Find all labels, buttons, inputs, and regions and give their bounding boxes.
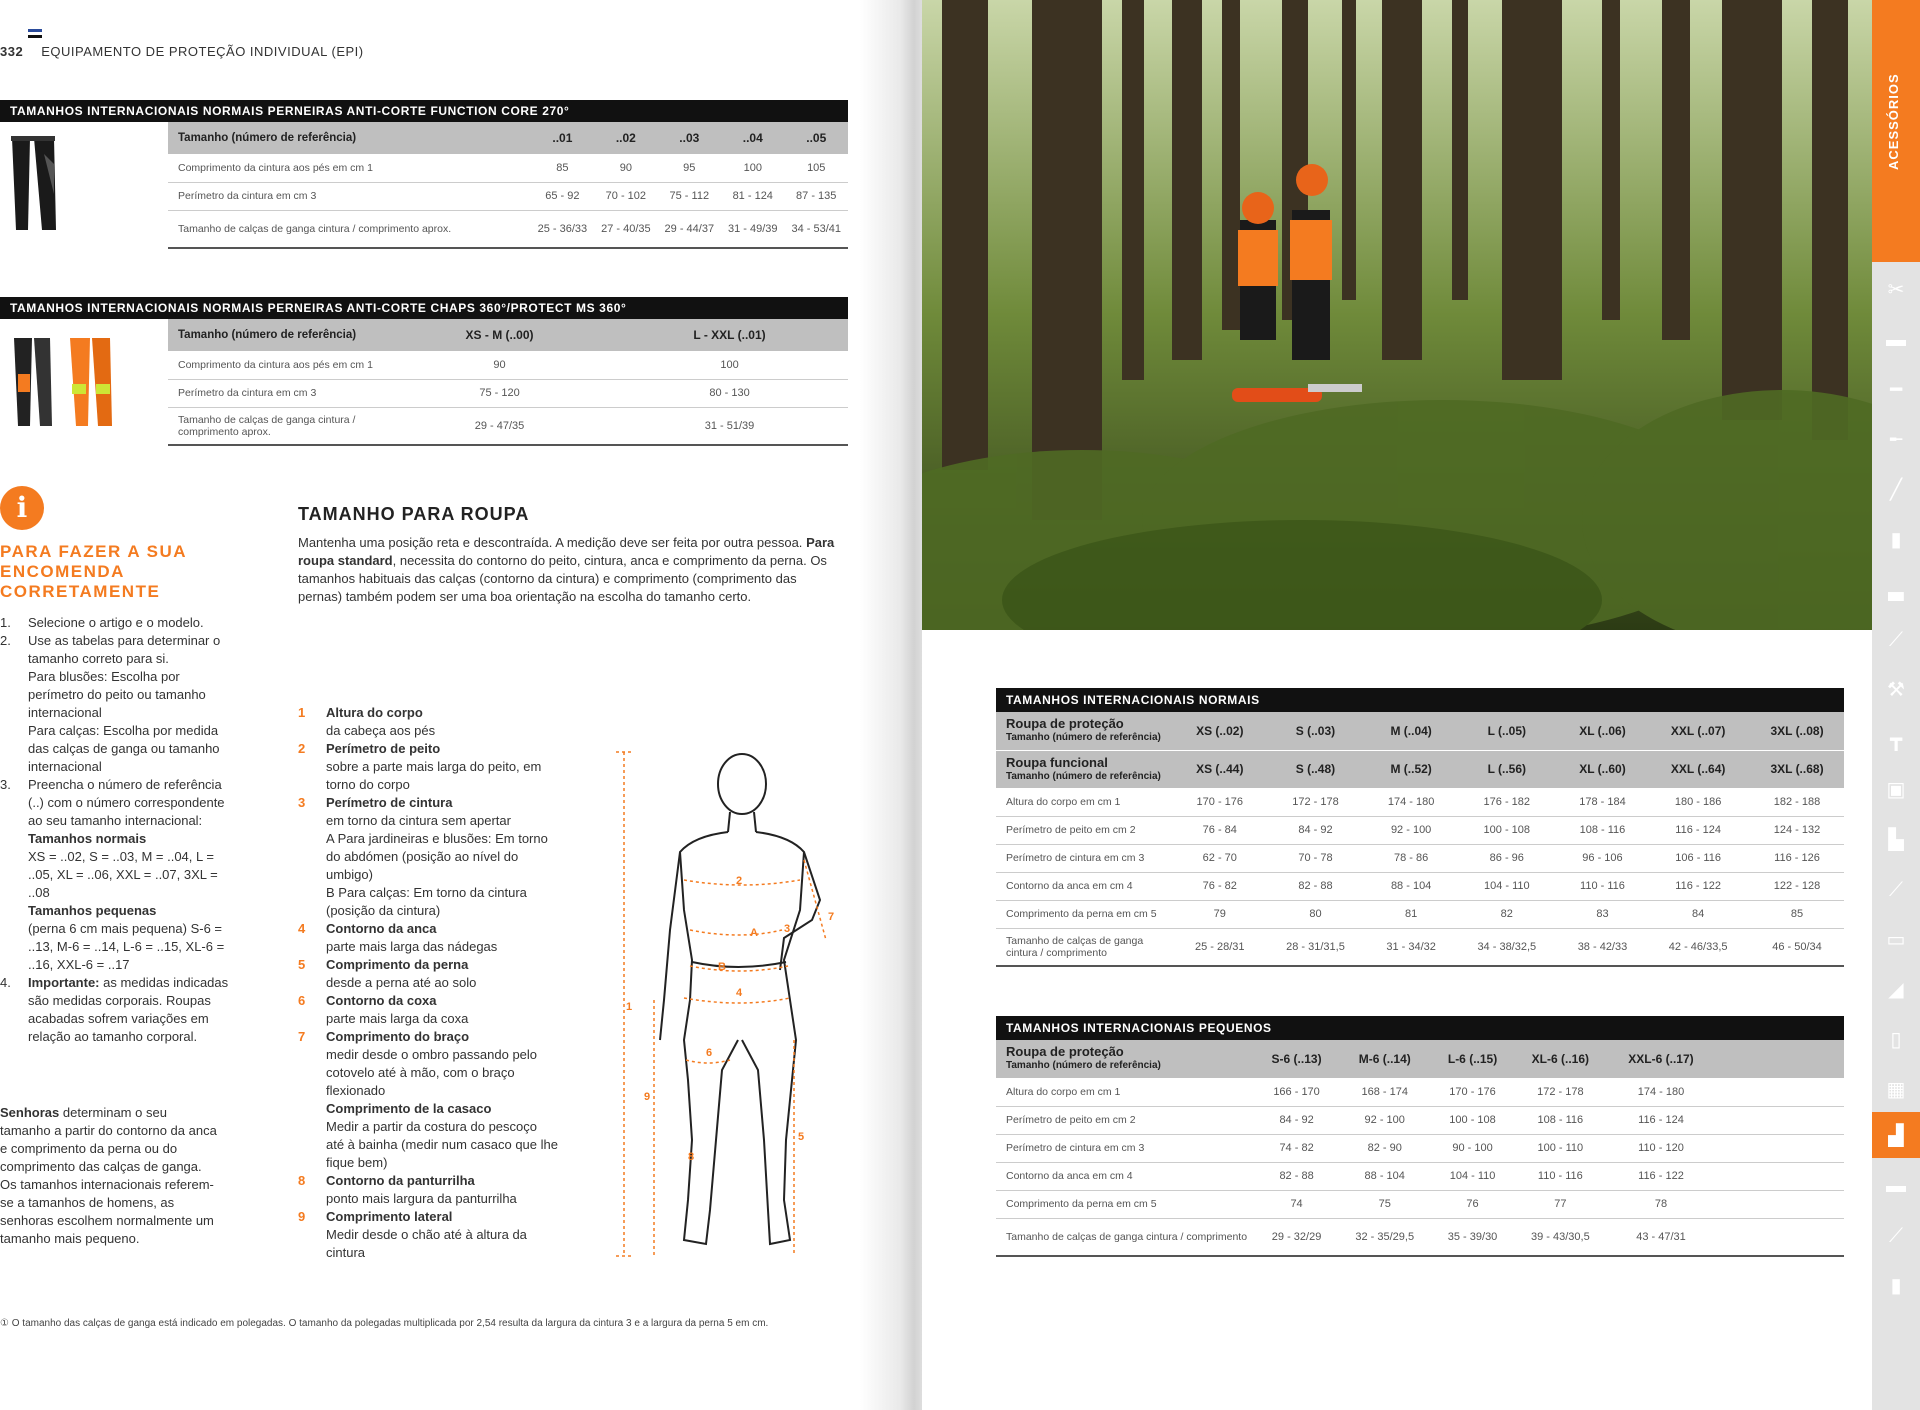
measure-title: Perímetro de cintura [326, 795, 453, 810]
header-bold: Roupa funcional [1006, 754, 1108, 770]
table-title: TAMANHOS INTERNACIONAIS PEQUENOS [996, 1016, 1844, 1040]
row-label: Tamanho de calças de ganga cintura / comprimento aprox. [168, 407, 388, 445]
table-row [996, 788, 1844, 816]
table-cell: 122 - 128 [1750, 872, 1844, 900]
figure-label-6: 6 [706, 1047, 713, 1059]
table-cell: 105 [784, 154, 848, 182]
table-cell: 62 - 70 [1176, 844, 1264, 872]
scissors-icon[interactable]: ✂ [1887, 279, 1905, 301]
list-item [298, 956, 558, 992]
step-number: 2. [0, 633, 11, 648]
list-item [298, 920, 558, 956]
row-label: Perímetro da cintura em cm 3 [168, 379, 388, 407]
list-item [0, 974, 230, 1046]
table-cell: 170 - 176 [1432, 1078, 1512, 1106]
table-cell: 84 - 92 [1264, 816, 1368, 844]
table-cell: 82 [1455, 900, 1559, 928]
table-cell: 172 - 178 [1264, 788, 1368, 816]
column-header: L (..05) [1455, 712, 1559, 750]
row-label: Comprimento da cintura aos pés em cm 1 [168, 351, 388, 379]
table-title: TAMANHOS INTERNACIONAIS NORMAIS PERNEIRAS ANTI-CORTE CHAPS 360°/PROTECT MS 360° [0, 297, 848, 319]
table-cell: 83 [1559, 900, 1647, 928]
column-header: L (..56) [1455, 750, 1559, 788]
measure-number: 1 [298, 705, 306, 720]
table-cell: 81 - 124 [721, 182, 784, 210]
footnote: ① O tamanho das calças de ganga está indicado em polegadas. O tamanho da polegadas multiplicada por 2,54 resulta da largura da cintura 3 e a largura da perna 5 em cm. [0, 1318, 769, 1329]
tab-label: ACESSÓRIOS [1886, 73, 1901, 170]
list-item [298, 1208, 558, 1262]
table-row [996, 1078, 1844, 1106]
table-cell: 90 [388, 351, 611, 379]
table-cell: 35 - 39/30 [1432, 1218, 1512, 1256]
table-cell: 85 [531, 154, 594, 182]
table-cell: 168 - 174 [1337, 1078, 1432, 1106]
axe-icon[interactable]: ⟋ [1889, 1225, 1903, 1247]
table-cell: 110 - 116 [1559, 872, 1647, 900]
list-item [298, 704, 558, 740]
table-cell-empty [1714, 1078, 1844, 1106]
section-title: EQUIPAMENTO DE PROTEÇÃO INDIVIDUAL (EPI) [41, 44, 364, 59]
step-text: Use as tabelas para determinar o tamanho correto para si. [28, 633, 221, 666]
list-item [298, 740, 558, 794]
column-header [996, 1040, 1256, 1078]
table-cell: 70 - 78 [1264, 844, 1368, 872]
list-item [298, 1172, 558, 1208]
table-cell: 43 - 47/31 [1608, 1218, 1714, 1256]
table-cell: 29 - 44/37 [658, 210, 721, 248]
column-header: XS - M (..00) [388, 319, 611, 351]
measure-number: 7 [298, 1029, 306, 1044]
measure-number: 8 [298, 1173, 306, 1188]
table-cell: 75 [1337, 1190, 1432, 1218]
step-text: as medidas indicadas são medidas corporais. Roupas acabadas sofrem variações em relação ao tamanho corporal. [28, 975, 229, 1044]
measure-number: 6 [298, 993, 306, 1008]
protect-ms-product-image [10, 334, 115, 430]
list-item [298, 1028, 558, 1172]
table-cell: 100 [611, 351, 848, 379]
table-row [996, 1134, 1844, 1162]
table-cell: 82 - 90 [1337, 1134, 1432, 1162]
column-header: M (..52) [1367, 750, 1455, 788]
column-header: S (..03) [1264, 712, 1368, 750]
table-cell: 29 - 47/35 [388, 407, 611, 445]
table-cell: 34 - 53/41 [784, 210, 848, 248]
mower-icon[interactable]: ▭ [1886, 929, 1906, 951]
table-cell: 166 - 170 [1256, 1078, 1337, 1106]
table-cell: 42 - 46/33,5 [1646, 928, 1750, 966]
column-header: 3XL (..68) [1750, 750, 1844, 788]
figure-label-a: A [750, 927, 758, 939]
measure-desc: B Para calças: Em torno da cintura (posição da cintura) [326, 885, 527, 918]
table-cell: 116 - 122 [1608, 1162, 1714, 1190]
table-cell: 32 - 35/29,5 [1337, 1218, 1432, 1256]
measure-desc: da cabeça aos pés [326, 723, 436, 738]
measure-desc: medir desde o ombro passando pelo cotovelo até à mão, com o braço flexionado [326, 1047, 538, 1098]
table-cell: 116 - 124 [1608, 1106, 1714, 1134]
table-row [996, 1162, 1844, 1190]
column-header: XL (..60) [1559, 750, 1647, 788]
table-row [168, 407, 848, 445]
table-cell: 178 - 184 [1559, 788, 1647, 816]
column-header: M (..04) [1367, 712, 1455, 750]
step-bold: Importante: [28, 975, 100, 990]
step-text: (perna 6 cm mais pequena) S-6 = ..13, M-6 = ..14, L-6 = ..15, XL-6 = ..16, XXL-6 = ..17 [28, 921, 225, 972]
column-header: ..01 [531, 122, 594, 154]
row-label: Perímetro da cintura em cm 3 [168, 182, 531, 210]
table-cell: 108 - 116 [1513, 1106, 1608, 1134]
measure-title: Comprimento da perna [326, 957, 469, 972]
table-cell: 25 - 28/31 [1176, 928, 1264, 966]
table-cell: 31 - 34/32 [1367, 928, 1455, 966]
figure-label-1: 1 [626, 1001, 633, 1013]
table-cell: 38 - 42/33 [1559, 928, 1647, 966]
measure-desc: sobre a parte mais larga do peito, em torno do corpo [326, 759, 542, 792]
tab-acessorios[interactable] [1872, 0, 1920, 262]
measure-desc: Medir desde o chão até à altura da cintura [326, 1227, 527, 1260]
table-cell: 78 [1608, 1190, 1714, 1218]
sprayer-icon[interactable]: ╾ [1889, 429, 1903, 451]
intro-text: Mantenha uma posição reta e descontraída. A medição deve ser feita por outra pessoa. [298, 535, 803, 550]
table-normal-sizes [996, 688, 1844, 967]
grid-icon[interactable]: ▦ [1886, 1079, 1906, 1101]
measure-desc: Medir a partir da costura do pescoço até à bainha (medir num casaco que lhe fique bem) [326, 1119, 558, 1170]
table-cell: 65 - 92 [531, 182, 594, 210]
column-header: ..04 [721, 122, 784, 154]
table-cell: 70 - 102 [594, 182, 657, 210]
table-cell: 90 - 100 [1432, 1134, 1512, 1162]
table-cell: 87 - 135 [784, 182, 848, 210]
size-table [168, 319, 848, 446]
column-header-empty [1714, 1040, 1844, 1078]
bottle-icon[interactable]: ▮ [1890, 1275, 1902, 1297]
table-cell: 85 [1750, 900, 1844, 928]
table-cell: 96 - 106 [1559, 844, 1647, 872]
table-cell: 78 - 86 [1367, 844, 1455, 872]
intro-text: , necessita do contorno do peito, cintura, anca e comprimento da perna. Os tamanhos habituais das calças (contorno da cintura) e comprimento (comprimento das pernas) também podem ser uma boa orientação na escolha do tamanho certo. [298, 553, 827, 604]
order-steps [0, 614, 230, 1046]
measure-title: Comprimento do braço [326, 1029, 470, 1044]
figure-label-9: 9 [644, 1091, 651, 1103]
table-cell: 100 [721, 154, 784, 182]
table-cell: 31 - 49/39 [721, 210, 784, 248]
step-text: XS = ..02, S = ..03, M = ..04, L = ..05, XL = ..06, XXL = ..07, 3XL = ..08 [28, 849, 218, 900]
row-label: Tamanho de calças de ganga cintura / comprimento aprox. [168, 210, 531, 248]
table-cell: 104 - 110 [1455, 872, 1559, 900]
table-cell: 176 - 182 [1455, 788, 1559, 816]
row-label: Perímetro de cintura em cm 3 [996, 1134, 1256, 1162]
table-cell: 27 - 40/35 [594, 210, 657, 248]
row-label: Comprimento da perna em cm 5 [996, 900, 1176, 928]
order-title: PARA FAZER A SUA ENCOMENDA CORRETAMENTE [0, 542, 187, 601]
header-sub: Tamanho (número de referência) [1006, 732, 1161, 744]
step-number: 1. [0, 615, 11, 630]
table-cell: 39 - 43/30,5 [1513, 1218, 1608, 1256]
table-cell: 86 - 96 [1455, 844, 1559, 872]
table-row [996, 844, 1844, 872]
size-table [996, 712, 1844, 967]
table-title: TAMANHOS INTERNACIONAIS NORMAIS PERNEIRAS ANTI-CORTE FUNCTION CORE 270° [0, 100, 848, 122]
page-header [0, 44, 364, 59]
info-icon: i [0, 486, 44, 530]
header-bold: Roupa de proteção [1006, 1044, 1124, 1060]
step-text: Selecione o artigo e o modelo. [28, 615, 204, 630]
page-number: 332 [0, 44, 24, 59]
boot-icon[interactable]: ▃ [1888, 579, 1904, 601]
figure-label-5: 5 [798, 1131, 805, 1143]
table-cell: 88 - 104 [1367, 872, 1455, 900]
figure-label-7: 7 [828, 911, 835, 923]
table-cell: 174 - 180 [1367, 788, 1455, 816]
measure-title: Contorno da coxa [326, 993, 437, 1008]
table-small-sizes [996, 1016, 1844, 1257]
row-label: Perímetro de peito em cm 2 [996, 816, 1176, 844]
table-cell: 92 - 100 [1337, 1106, 1432, 1134]
measure-desc: ponto mais largura da panturrilha [326, 1191, 517, 1206]
table-cell: 100 - 108 [1455, 816, 1559, 844]
women-note-bold: Senhoras [0, 1105, 60, 1120]
table-cell: 79 [1176, 900, 1264, 928]
figure-label-2: 2 [736, 875, 743, 887]
row-label: Perímetro de cintura em cm 3 [996, 844, 1176, 872]
table-cell: 80 [1264, 900, 1368, 928]
table-row [168, 182, 848, 210]
column-header: M-6 (..14) [1337, 1040, 1432, 1078]
measure-number: 5 [298, 957, 306, 972]
hammer-icon[interactable]: ⚒ [1887, 679, 1905, 701]
blower-icon[interactable]: ▮ [1890, 529, 1902, 551]
table-chaps-360 [0, 297, 848, 446]
table-cell: 180 - 186 [1646, 788, 1750, 816]
measure-desc: parte mais larga das nádegas [326, 939, 498, 954]
list-item [298, 992, 558, 1028]
row-label: Altura do corpo em cm 1 [996, 788, 1176, 816]
table-cell-empty [1714, 1162, 1844, 1190]
intro-bold: Para roupa standard [298, 535, 835, 568]
table-function-core [0, 100, 848, 249]
chaps-product-image [8, 134, 58, 234]
table-cell: 110 - 120 [1608, 1134, 1714, 1162]
figure-label-8: 8 [688, 1151, 695, 1163]
column-header: XXL (..07) [1646, 712, 1750, 750]
row-label: Perímetro de peito em cm 2 [996, 1106, 1256, 1134]
post-icon[interactable]: ┳ [1889, 729, 1903, 751]
header-bold: Roupa de proteção [1006, 716, 1124, 732]
row-label: Tamanho de calças de ganga cintura / comprimento [996, 928, 1176, 966]
table-row [996, 816, 1844, 844]
robot-icon[interactable]: ◢ [1888, 979, 1904, 1001]
case-icon[interactable]: ▬ [1886, 1175, 1906, 1197]
column-header: XS (..02) [1176, 712, 1264, 750]
table-title: TAMANHOS INTERNACIONAIS NORMAIS [996, 688, 1844, 712]
column-header: ..02 [594, 122, 657, 154]
table-cell: 124 - 132 [1750, 816, 1844, 844]
list-item [298, 794, 558, 920]
step-text: Para blusões: Escolha por perímetro do peito ou tamanho internacional [28, 669, 206, 720]
table-cell: 77 [1513, 1190, 1608, 1218]
step-text: Preencha o número de referência (..) com o número correspondente ao seu tamanho internacional: [28, 777, 225, 828]
table-row [996, 928, 1844, 966]
column-header: XL-6 (..16) [1513, 1040, 1608, 1078]
column-header: XXL (..64) [1646, 750, 1750, 788]
row-label: Altura do corpo em cm 1 [996, 1078, 1256, 1106]
table-row [168, 379, 848, 407]
table-cell: 25 - 36/33 [531, 210, 594, 248]
table-cell: 75 - 112 [658, 182, 721, 210]
tool-icon[interactable]: ━ [1889, 379, 1903, 401]
column-header: ..03 [658, 122, 721, 154]
table-cell: 174 - 180 [1608, 1078, 1714, 1106]
measure-title: Contorno da anca [326, 921, 437, 936]
column-header: 3XL (..08) [1750, 712, 1844, 750]
flag-icon [28, 29, 42, 38]
step-subheading: Tamanhos pequenas [28, 903, 157, 918]
table-cell: 110 - 116 [1513, 1162, 1608, 1190]
column-header: Tamanho (número de referência) [168, 319, 388, 351]
row-label: Contorno da anca em cm 4 [996, 872, 1176, 900]
table-cell: 29 - 32/29 [1256, 1218, 1337, 1256]
column-header: XL (..06) [1559, 712, 1647, 750]
table-cell: 100 - 108 [1432, 1106, 1512, 1134]
cart-icon[interactable]: ▙ [1888, 829, 1904, 851]
column-header: XS (..44) [1176, 750, 1264, 788]
column-header [996, 750, 1176, 788]
table-cell: 116 - 124 [1646, 816, 1750, 844]
body-measurement-figure [614, 740, 874, 1264]
table-cell: 82 - 88 [1264, 872, 1368, 900]
table-cell: 74 - 82 [1256, 1134, 1337, 1162]
trimmer-icon[interactable]: ╱ [1889, 479, 1903, 501]
table-cell: 95 [658, 154, 721, 182]
row-label: Comprimento da perna em cm 5 [996, 1190, 1256, 1218]
measure-number: 2 [298, 741, 306, 756]
clothing-size-title: TAMANHO PARA ROUPA [298, 504, 530, 524]
table-cell: 106 - 116 [1646, 844, 1750, 872]
table-row [996, 900, 1844, 928]
table-cell: 76 - 82 [1176, 872, 1264, 900]
table-cell: 116 - 126 [1750, 844, 1844, 872]
table-cell: 104 - 110 [1432, 1162, 1512, 1190]
figure-label-3: 3 [784, 923, 791, 935]
measure-title: Comprimento lateral [326, 1209, 453, 1224]
table-row [996, 1190, 1844, 1218]
table-cell: 170 - 176 [1176, 788, 1264, 816]
step-number: 3. [0, 777, 11, 792]
table-cell: 88 - 104 [1337, 1162, 1432, 1190]
table-row [996, 1218, 1844, 1256]
table-row [168, 351, 848, 379]
column-header: L-6 (..15) [1432, 1040, 1512, 1078]
column-header: S-6 (..13) [1256, 1040, 1337, 1078]
measure-desc: parte mais larga da coxa [326, 1011, 469, 1026]
table-cell-empty [1714, 1106, 1844, 1134]
measure-desc: em torno da cintura sem apertar [326, 813, 511, 828]
table-row [996, 1106, 1844, 1134]
measure-number: 3 [298, 795, 306, 810]
measurement-list [298, 704, 558, 1262]
table-cell: 75 - 120 [388, 379, 611, 407]
jacket-icon[interactable]: ▟ [1888, 1125, 1904, 1147]
box-icon[interactable]: ▣ [1886, 779, 1906, 801]
figure-label-b: B [718, 961, 726, 973]
step-subheading: Tamanhos normais [28, 831, 147, 846]
table-cell: 172 - 178 [1513, 1078, 1608, 1106]
women-note [0, 1104, 218, 1248]
table-cell: 34 - 38/32,5 [1455, 928, 1559, 966]
saw-icon[interactable]: ▬ [1886, 329, 1906, 351]
table-cell: 92 - 100 [1367, 816, 1455, 844]
list-item [0, 632, 230, 776]
table-cell: 108 - 116 [1559, 816, 1647, 844]
column-header: S (..48) [1264, 750, 1368, 788]
table-row [996, 872, 1844, 900]
table-cell: 90 [594, 154, 657, 182]
measure-title: Comprimento de la casaco [326, 1101, 492, 1116]
clothing-intro [298, 534, 838, 606]
step-text: Para calças: Escolha por medida das calças de ganga ou tamanho internacional [28, 723, 220, 774]
table-cell: 84 - 92 [1256, 1106, 1337, 1134]
column-header: Tamanho (número de referência) [168, 122, 531, 154]
measure-number: 9 [298, 1209, 306, 1224]
column-header: ..05 [784, 122, 848, 154]
table-row [168, 154, 848, 182]
table-cell: 74 [1256, 1190, 1337, 1218]
table-cell: 76 [1432, 1190, 1512, 1218]
measure-number: 4 [298, 921, 306, 936]
size-table [996, 1040, 1844, 1257]
table-cell: 46 - 50/34 [1750, 928, 1844, 966]
size-table [168, 122, 848, 249]
header-sub: Tamanho (número de referência) [1006, 770, 1161, 782]
table-cell: 28 - 31/31,5 [1264, 928, 1368, 966]
measure-desc: desde a perna até ao solo [326, 975, 477, 990]
list-item [0, 776, 230, 974]
table-cell: 100 - 110 [1513, 1134, 1608, 1162]
row-label: Tamanho de calças de ganga cintura / comprimento [996, 1218, 1256, 1256]
table-cell-empty [1714, 1218, 1844, 1256]
table-cell: 31 - 51/39 [611, 407, 848, 445]
women-note-text: determinam o seu tamanho a partir do contorno da anca e comprimento da perna ou do comprimento das calças de ganga. Os tamanhos internacionais referem-se a tamanhos de homens, as senhoras escolhem normalmente um tamanho mais pequeno. [0, 1105, 217, 1246]
measure-desc: A Para jardineiras e blusões: Em torno do abdómen (posição ao nível do umbigo) [326, 831, 548, 882]
figure-label-4: 4 [736, 987, 743, 999]
step-number: 4. [0, 975, 11, 990]
table-cell: 116 - 122 [1646, 872, 1750, 900]
column-header: XXL-6 (..17) [1608, 1040, 1714, 1078]
measure-title: Contorno da panturrilha [326, 1173, 475, 1188]
table-cell: 76 - 84 [1176, 816, 1264, 844]
pole-icon[interactable]: ⟋ [1889, 879, 1903, 901]
column-header [996, 712, 1176, 750]
row-label: Comprimento da cintura aos pés em cm 1 [168, 154, 531, 182]
table-cell: 80 - 130 [611, 379, 848, 407]
table-row [168, 210, 848, 248]
measure-title: Perímetro de peito [326, 741, 441, 756]
table-cell: 82 - 88 [1256, 1162, 1337, 1190]
forest-workers-photo [922, 0, 1872, 630]
table-cell: 84 [1646, 900, 1750, 928]
table-cell: 182 - 188 [1750, 788, 1844, 816]
table-cell: 81 [1367, 900, 1455, 928]
list-item [0, 614, 230, 632]
measure-title: Altura do corpo [326, 705, 423, 720]
table-cell-empty [1714, 1190, 1844, 1218]
row-label: Contorno da anca em cm 4 [996, 1162, 1256, 1190]
table-cell-empty [1714, 1134, 1844, 1162]
column-header: L - XXL (..01) [611, 319, 848, 351]
pruner-icon[interactable]: ⟋ [1889, 629, 1903, 651]
phone-icon[interactable]: ▯ [1890, 1029, 1902, 1051]
header-sub: Tamanho (número de referência) [1006, 1060, 1161, 1072]
